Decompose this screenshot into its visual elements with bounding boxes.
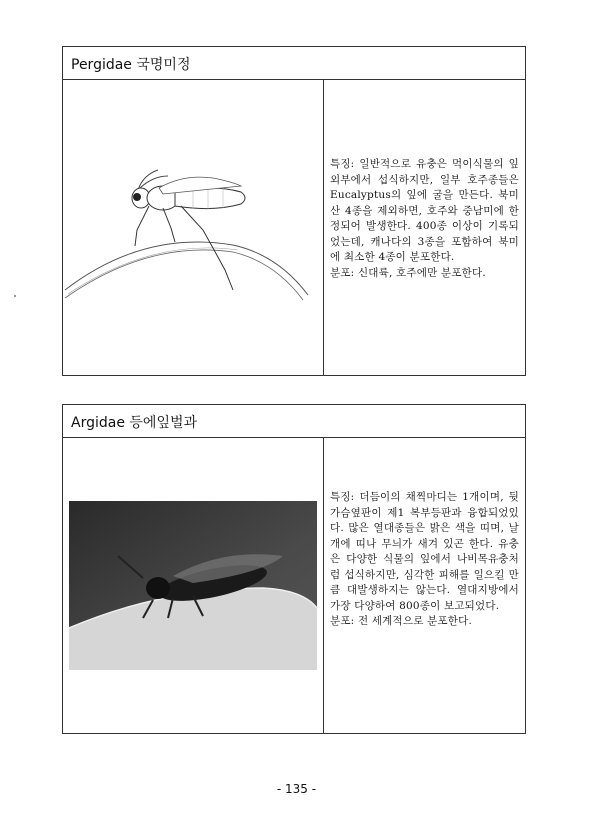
entry-body <box>63 80 525 375</box>
entry-title: Pergidae 국명미정 <box>63 47 525 80</box>
feature-text: 특징: 더듬이의 채찍마디는 1개이며, 뒷가슴옆판이 제1 복부등판과 융합되었있다. 많은 열대종들은 밝은 색을 띠며, 날개에 띠나 무늬가 새겨 있곤 한다. 유충은 다양한 식물의 잎에서 나비목유충처럼 섭식하지만, 심각한 피해를 일으킬 만큼 대발생하지는 않는다. 열대지방에서 가장 다양하여 800종이 보고되었다. <box>330 491 519 612</box>
description <box>330 157 519 281</box>
scan-speck <box>14 295 16 297</box>
sawfly-drawing-icon <box>63 80 322 376</box>
entry-pergidae <box>62 46 526 376</box>
entry-body <box>63 438 525 733</box>
entry-argidae <box>62 404 526 734</box>
description <box>330 490 519 630</box>
feature-text: 특징: 일반적으로 유충은 먹이식물의 잎 외부에서 섭식하지만, 일부 호주종들은 Eucalyptus의 잎에 굴을 만든다. 북미산 4종을 제외하면, 호주와 중남미에 한정되어 발생한다. 400종 이상이 기록되었는데, 캐나다의 3종을 포함하여 북미에 최소한 4종이 분포한다. <box>330 158 519 263</box>
description-cell <box>324 80 525 375</box>
description-cell <box>324 438 525 733</box>
figure-cell <box>63 80 324 375</box>
page-number: - 135 - <box>276 782 317 796</box>
figure-cell <box>63 438 324 733</box>
argid-photo-icon <box>63 438 322 734</box>
entry-title: Argidae 등에잎벌과 <box>63 405 525 438</box>
distribution-text: 분포: 전 세계적으로 분포한다. <box>330 615 473 627</box>
distribution-text: 분포: 신대륙, 호주에만 분포한다. <box>330 266 486 279</box>
